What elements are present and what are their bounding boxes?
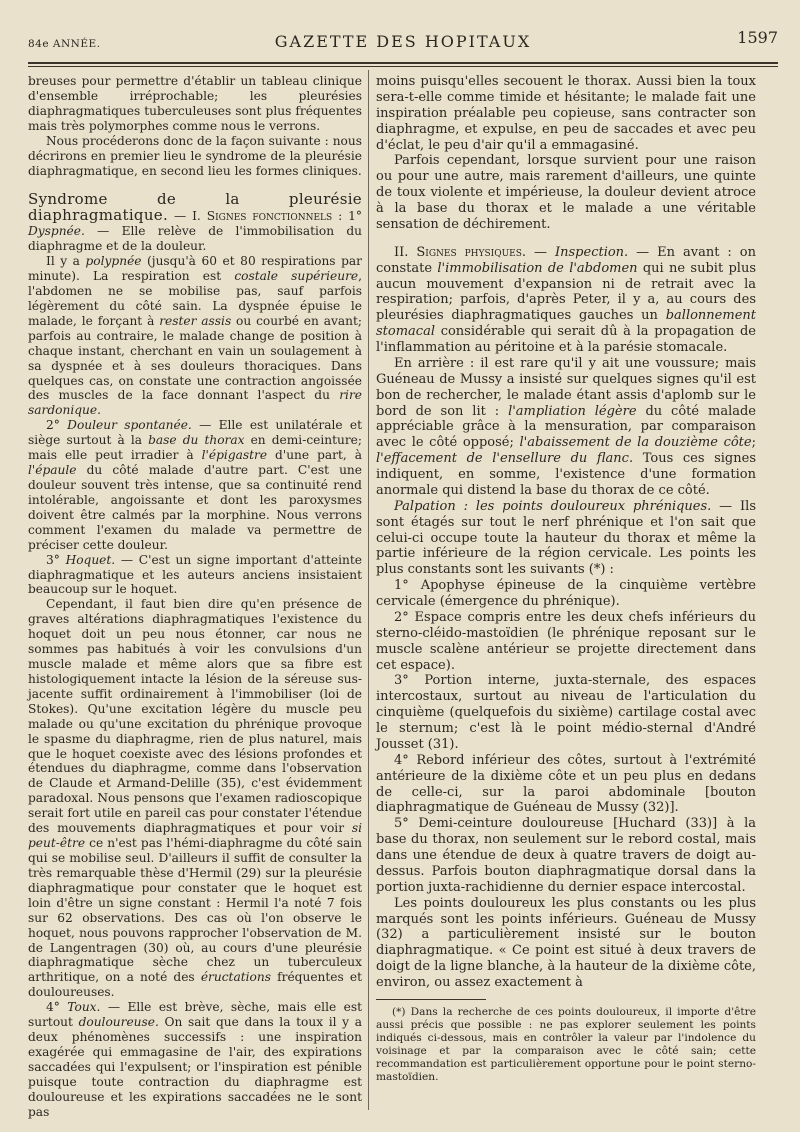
journal-title: GAZETTE DES HOPITAUX (274, 32, 532, 51)
paragraph: moins puisqu'elles secouent le thorax. Aussi bien la toux sera-t-elle comme timide et hésitante; le malade fait une inspiration préalable peu copieuse, sans contracter son diaphragme, et expulse, en peu de saccades et avec peu d'éclat, le peu d'air qu'il a emmagasiné. (376, 74, 756, 153)
header-rule-thin (28, 66, 778, 67)
paragraph: Nous procéderons donc de la façon suivante : nous décrirons en premier lieu le syndrome de la pleurésie diaphragmatique, en second lieu les formes cliniques. (28, 133, 362, 178)
section-heading-paragraph: II. Signes physiques. — Inspection. — En avant : on constate l'immobilisation de l'abdomen qui ne subit plus aucun mouvement d'expansion ni de retrait avec la respiration; parfois, d'après Peter, il y a, au cours des pleurésies diaphragmatiques gauches un ballonnement stomacal considérable qui serait dû à la propagation de l'inflammation au péritoine et à la parésie stomacale. (376, 244, 757, 355)
section-heading-paragraph: Syndrome de la pleurésie diaphragmatique. — I. Signes fonctionnels : 1° Dyspnée. — Elle relève de l'immobilisation du diaphragme et de la douleur. (28, 190, 363, 254)
paragraph: 3° Hoquet. — C'est un signe important d'atteinte diaphragmatique et les auteurs anciens insistaient beaucoup sur le hoquet. (28, 552, 362, 597)
paragraph: Les points douloureux les plus constants ou les plus marqués sont les points inférieurs. Guéneau de Mussy (32) a particulièrement insisté sur le bouton diaphragmatique. « Ce point est situé à deux travers de doigt de la ligne blanche, à la hauteur de la dixième côte, environ, ou assez exactement à (376, 895, 756, 990)
page-header (28, 28, 778, 54)
paragraph: breuses pour permettre d'établir un tableau clinique d'ensemble irréprochable; les pleurésies diaphragmatiques tuberculeuses sont plus fréquentes mais très polymorphes comme nous le verrons. (28, 74, 362, 133)
paragraph: Palpation : les points douloureux phréniques. — Ils sont étagés sur tout le nerf phrénique et l'on sait que celui-ci occupe toute la hauteur du thorax et même la partie inférieure de la région cervicale. Les points les plus constants sont les suivants (*) : (376, 498, 756, 578)
paragraph: 2° Douleur spontanée. — Elle est unilatérale et siège surtout à la base du thorax en demi-ceinture; mais elle peut irradier à l'épigastre d'une part, à l'épaule du côté malade d'autre part. C'est une douleur souvent très intense, que sa continuité rend intolérable, angoissante et dont les paroxysmes doivent être calmés par la morphine. Nous verrons comment l'examen du malade va permettre de préciser cette douleur. (28, 418, 363, 552)
footnote-rule (376, 999, 486, 1000)
section-heading: Syndrome de la pleurésie diaphragmatique. (28, 190, 362, 225)
paragraph: 4° Toux. — Elle est brève, sèche, mais elle est surtout douloureuse. On sait que dans la toux il y a deux phénomènes successifs : une inspiration exagérée qui emmagasine de l'air, des expirations saccadées qui l'expulsent; or l'inspiration est pénible puisque toute contraction du diaphragme est douloureuse et les expirations saccadées ne le sont pas (28, 1000, 362, 1119)
column-divider (368, 70, 369, 1110)
list-item: 5° Demi-ceinture douloureuse [Huchard (33)] à la base du thorax, non seulement sur le rebord costal, mais dans une étendue de deux à quatre travers de doigt au-dessus. Parfois bouton diaphragmatique dorsal dans la portion juxta-rachidienne du dernier espace intercostal. (376, 816, 756, 895)
list-item: 2° Espace compris entre les deux chefs inférieurs du sterno-cléido-mastoïdien (le phrénique reposant sur le muscle scalène antérieur se projette directement dans cet espace). (376, 609, 756, 673)
paragraph: En arrière : il est rare qu'il y ait une voussure; mais Guéneau de Mussy a insisté sur quelques signes qu'il est bon de rechercher, le malade étant assis d'aplomb sur le bord de son lit : l'ampliation légère du côté malade appréciable grâce à la mensuration, par comparaison avec le côté opposé; l'abaissement de la douzième côte; l'effacement de l'ensellure du flanc. Tous ces signes indiquent, en somme, l'existence d'une formation anormale qui distend la base du thorax de ce côté. (376, 355, 756, 498)
right-column (376, 74, 756, 1084)
list-item: 4° Rebord inférieur des côtes, surtout à l'extrémité antérieure de la dixième côte et un peu plus en dedans de celle-ci, sur la paroi abdominale [bouton diaphragmatique de Guéneau de Mussy (32)]. (376, 752, 756, 816)
paragraph: Cependant, il faut bien dire qu'en présence de graves altérations diaphragmatiques l'existence du hoquet doit un peu nous étonner, car nous ne sommes pas habitués à voir les convulsions d'un muscle malade et même alors que sa fibre est histologiquement intacte la lésion de la séreuse sus-jacente suffit ordinairement à l'immobiliser (loi de Stokes). Qu'une excitation légère du muscle peu malade ou qu'une excitation du phrénique provoque le spasme du diaphragme, rien de plus naturel, mais que le hoquet coexiste avec des lésions profondes et étendues du diaphragme, comme dans l'observation de Claude et Armand-Delille (35), c'est évidemment paradoxal. Nous pensons que l'examen radioscopique serait fort utile en pareil cas pour constater l'étendue des mouvements diaphragmatiques et pour voir si peut-être ce n'est pas l'hémi-diaphragme du côté sain qui se mobilise seul. D'ailleurs il suffit de consulter la très remarquable thèse d'Hermil (29) sur la pleurésie diaphragmatique pour constater que le hoquet est loin d'être un signe constant : Hermil l'a noté 7 fois sur 62 observations. Des cas où l'on observe le hoquet, nous pouvons rapprocher l'observation de M. de Langentragen (30) où, au cours d'une pleurésie diaphragmatique sèche chez un tuberculeux arthritique, on a noté des éructations fréquentes et douloureuses. (28, 597, 362, 1000)
left-column (28, 74, 362, 1120)
paragraph: Parfois cependant, lorsque survient pour une raison ou pour une autre, mais rarement d'ailleurs, une quinte de toux violente et impérieuse, la douleur devient atroce à la base du thorax et le malade a une véritable sensation de déchirement. (376, 153, 756, 232)
paragraph: Il y a polypnée (jusqu'à 60 et 80 respirations par minute). La respiration est costale supérieure, l'abdomen ne se mobilise pas, sauf parfois légèrement du côté sain. La dyspnée épuise le malade, le forçant à rester assis ou courbé en avant; parfois au contraire, le malade change de position à chaque instant, cherchant en vain un soulagement à sa dyspnée et à ses douleurs thoraciques. Dans quelques cas, on constate une contraction angoissée des muscles de la face donnant l'aspect du rire sardonique. (28, 254, 362, 418)
page-number: 1597 (737, 28, 778, 47)
section-heading: Signes physiques (416, 244, 522, 260)
list-item: 3° Portion interne, juxta-sternale, des espaces intercostaux, surtout au niveau de l'articulation du cinquième (quelquefois du sixième) cartilage costal avec le sternum; c'est là le point médio-sternal d'André Jousset (31). (376, 673, 756, 752)
volume-year: 84e ANNÉE. (28, 38, 101, 50)
header-rule (28, 62, 778, 64)
list-item: 1° Apophyse épineuse de la cinquième vertèbre cervicale (émergence du phrénique). (376, 578, 756, 609)
footnote: (*) Dans la recherche de ces points douloureux, il importe d'être aussi précis que possible : ne pas explorer seulement les points indiqués ci-dessous, mais en contrôler la valeur par l'indolence du voisinage et par la comparaison avec le côté sain; cette recommandation est particulièrement opportune pour le point sterno-mastoïdien. (376, 1005, 756, 1083)
